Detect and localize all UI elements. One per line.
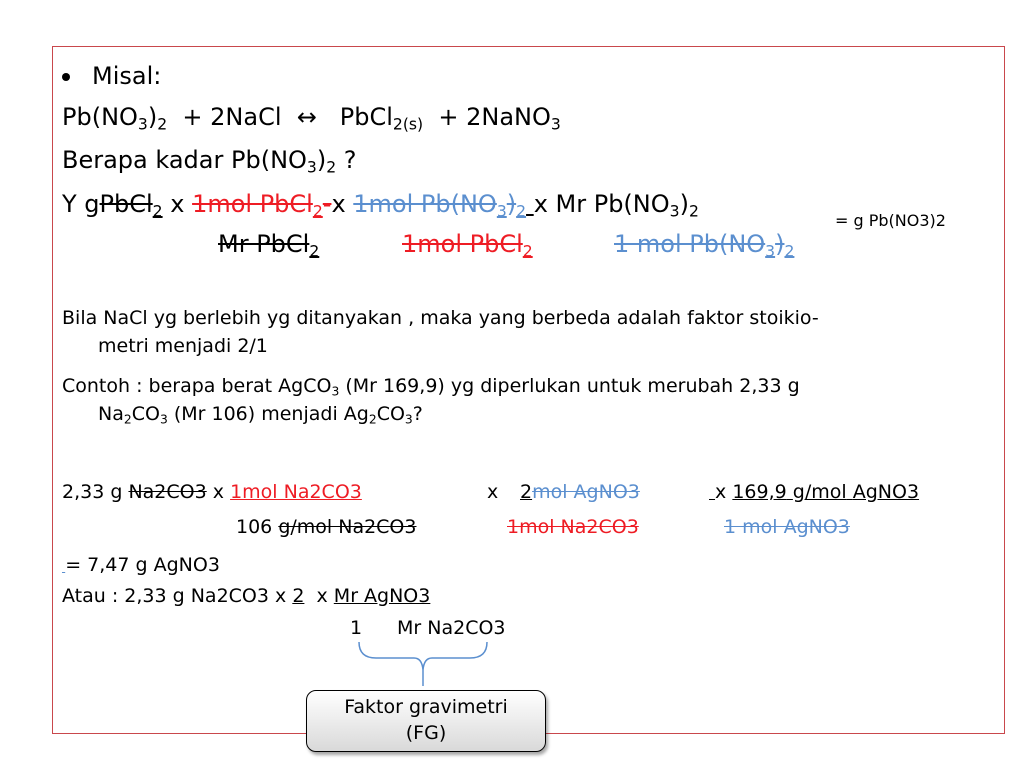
calc1-pbcl [99, 190, 163, 221]
times: x [316, 585, 328, 607]
text: (Mr 169,9) yg diperlukan untuk merubah 2,33 g [339, 375, 800, 397]
bullet-line [62, 62, 161, 90]
calc1-red-numerator [192, 190, 332, 221]
calc1-start: Y g [62, 190, 100, 218]
question-line [62, 146, 357, 177]
sub: 2 [326, 158, 337, 177]
fg-line2: (FG) [405, 722, 447, 744]
bullet-icon [62, 73, 70, 81]
product-2: + 2NaNO [438, 103, 551, 131]
text: Mr PbCl [218, 230, 310, 258]
reactant-2: + 2NaCl [182, 103, 282, 131]
sub: 3 [765, 242, 776, 261]
calc1-mr: x Mr Pb(NO [533, 190, 670, 218]
sub: 2 [123, 412, 132, 427]
question-text: Berapa kadar Pb(NO [62, 146, 307, 174]
calc1-blue-numerator [353, 190, 527, 221]
atau-den-mr: Mr Na2CO3 [397, 617, 506, 639]
text: 106 [236, 516, 273, 538]
sub: 2 [368, 412, 377, 427]
calc2-start [62, 481, 362, 503]
para2-line1 [62, 375, 800, 397]
text: Atau : 2,33 g Na2CO3 x [62, 585, 287, 607]
result-line [62, 554, 220, 576]
paren: ) [679, 190, 689, 218]
times: x [170, 190, 185, 218]
para2-line2 [98, 403, 423, 425]
calc1-den-1 [218, 230, 320, 261]
paren: ) [506, 190, 517, 218]
sub: 3 [331, 384, 340, 399]
calc1-numerator [62, 190, 699, 221]
fg-line1: Faktor gravimetri [344, 696, 508, 718]
bullet-label: Misal: [92, 62, 162, 90]
text: (Mr 106) menjadi Ag [167, 403, 369, 425]
sub: 2 [309, 242, 320, 261]
faktor-gravimetri-box [306, 690, 546, 752]
text: 1mol PbCl [192, 190, 313, 218]
paren: ) [775, 230, 785, 258]
mr: 169,9 [732, 481, 787, 503]
sub: 3 [550, 115, 561, 134]
reaction-equation [62, 103, 561, 134]
sub: 2 [784, 242, 795, 261]
text: 1mol Pb(NO [353, 190, 497, 218]
calc1-result: = g Pb(NO3)2 [835, 211, 946, 230]
reactant-1: Pb(NO [62, 103, 138, 131]
two: 2 [292, 585, 305, 607]
gmol: g/mol [792, 481, 847, 503]
question-mark: ? [343, 146, 357, 174]
calc2-x2: x [487, 481, 499, 503]
sub: 2 [688, 202, 699, 221]
sub: 3 [137, 115, 148, 134]
mr-agno3: Mr AgNO3 [333, 585, 431, 607]
text: mol AgNO3 [532, 481, 640, 503]
sub: 3 [496, 202, 507, 221]
text: CO [131, 403, 160, 425]
text: 1mol PbCl [402, 230, 523, 258]
atau-line [62, 585, 430, 607]
calc2-na2co3: Na2CO3 [128, 481, 207, 503]
text: = 7,47 g AgNO3 [65, 554, 220, 576]
sub: 3 [404, 412, 413, 427]
calc2-blue-numerator [520, 481, 640, 503]
text: 1 mol Pb(NO [614, 230, 766, 258]
calc2-red-numerator: 1mol Na2CO3 [230, 481, 362, 503]
text: Contoh : berapa berat AgCO [62, 375, 332, 397]
sub: 2 [152, 202, 163, 221]
calc2-den-2: 1mol Na2CO3 [507, 516, 639, 538]
text: Na [98, 403, 124, 425]
paren: ) [147, 103, 158, 131]
text: 2,33 g [62, 481, 123, 503]
calc2-den-1 [236, 516, 416, 538]
sub: 3 [669, 202, 680, 221]
sub: 3 [306, 158, 317, 177]
agno3: AgNO3 [852, 481, 920, 503]
sub: 2 [312, 202, 323, 221]
sub: 2 [157, 115, 168, 134]
calc1-den-3 [614, 230, 795, 261]
sub: 3 [159, 412, 168, 427]
two: 2 [520, 481, 533, 503]
text: PbCl [99, 190, 153, 218]
dash: - [322, 190, 332, 218]
brace-icon [356, 640, 490, 690]
text: CO [376, 403, 405, 425]
times: x [331, 190, 346, 218]
calc1-den-2 [402, 230, 533, 261]
product-1: PbCl [339, 103, 393, 131]
calc2-mr-numerator [709, 481, 919, 503]
text: g/mol Na2CO3 [278, 516, 417, 538]
times: x [212, 481, 225, 503]
equilibrium-arrow-icon: ↔ [296, 103, 317, 131]
sub: 2 [522, 242, 533, 261]
atau-den-one: 1 [350, 617, 363, 639]
sub: 2 [516, 202, 527, 221]
calc2-den-3: 1 mol AgNO3 [724, 516, 850, 538]
paren: ) [316, 146, 327, 174]
sub: 2(s) [392, 115, 424, 134]
text: ? [412, 403, 423, 425]
para1-line2: metri menjadi 2/1 [98, 335, 268, 357]
times: x [715, 481, 727, 503]
para1-line1: Bila NaCl yg berlebih yg ditanyakan , maka yang berbeda adalah faktor stoikio- [62, 307, 819, 329]
